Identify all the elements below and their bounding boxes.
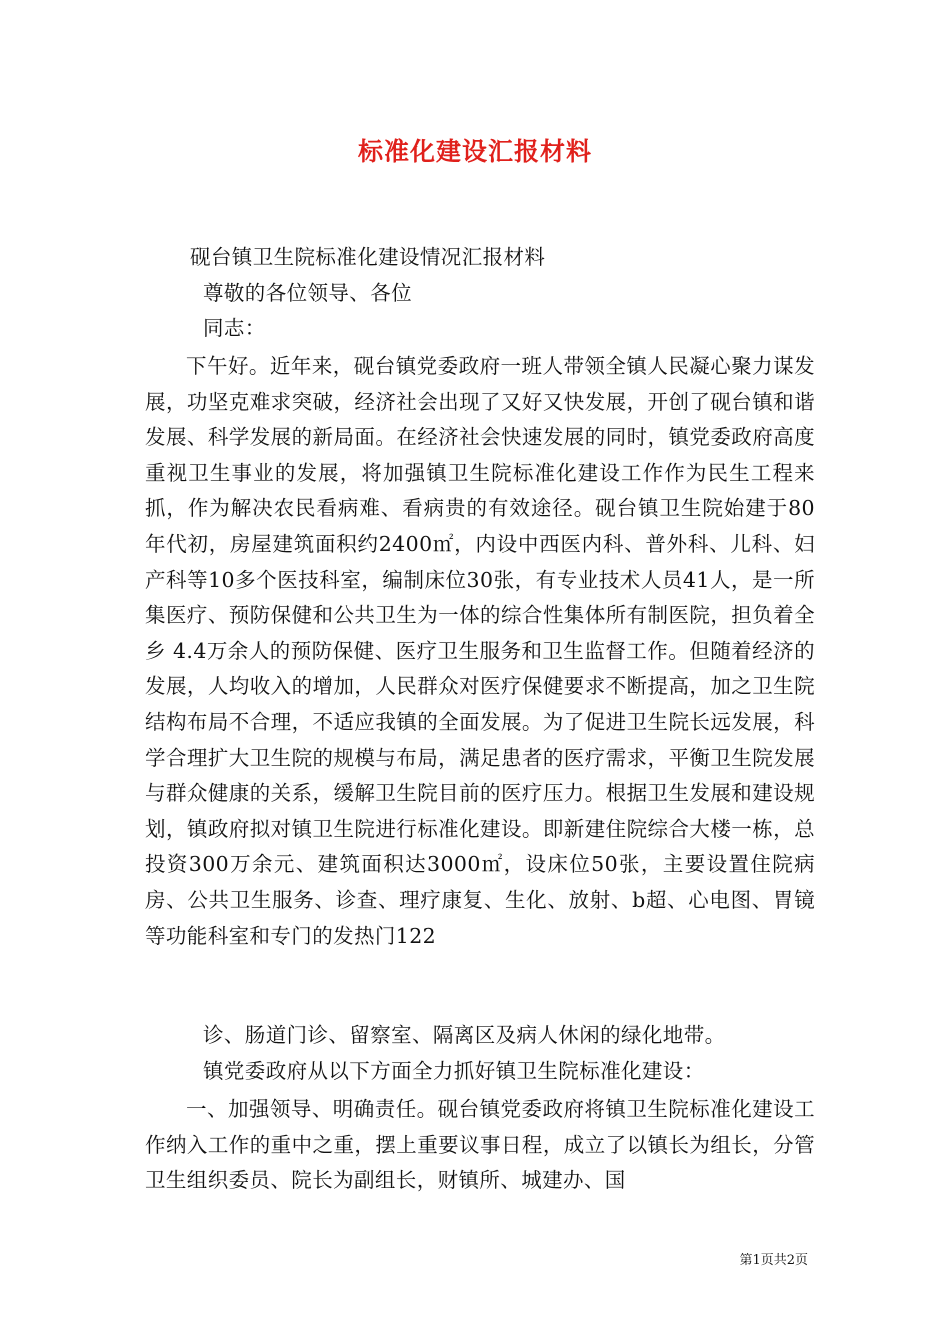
page-number: 第1页共2页 xyxy=(739,1253,808,1268)
greeting-line-1: 尊敬的各位领导、各位 xyxy=(203,281,412,305)
document-subtitle: 砚台镇卫生院标准化建设情况汇报材料 xyxy=(190,245,546,269)
document-title: 标准化建设汇报材料 xyxy=(357,137,592,166)
greeting-line-2: 同志： xyxy=(203,316,266,340)
paragraph-1: 下午好。近年来，砚台镇党委政府一班人带领全镇人民凝心聚力谋发展，功坚克难求突破，经济社会出现了又好又快发展，开创了砚台镇和谐发展、科学发展的新局面。在经济社会快速发展的同时，镇党委政府高度重视卫生事业的发展，将加强镇卫生院标准化建设工作作为民生工程来抓，作为解决农民看病难、看病贵的有效途径。砚台镇卫生院始建于80年代初，房屋建筑面积约2400㎡，内设中西医内科、普外科、儿科、妇产科等10多个医技科室，编制床位30张，有专业技术人员41人，是一所集医疗、预防保健和公共卫生为一体的综合性集体所有制医院，担负着全乡 4.4万余人的预防保健、医疗卫生服务和卫生监督工作。但随着经济的发展，人均收入的增加，人民群众对医疗保健要求不断提高，加之卫生院结构布局不合理，不适应我镇的全面发展。为了促进卫生院长远发展，科学合理扩大卫生院的规模与布局，满足患者的医疗需求，平衡卫生院发展与群众健康的关系，缓解卫生院目前的医疗压力。根据卫生发展和建设规划，镇政府拟对镇卫生院进行标准化建设。即新建住院综合大楼一栋，总投资300万余元、建筑面积达3000㎡，设床位50张，主要设置住院病房、公共卫生服务、诊查、理疗康复、生化、放射、b超、心电图、胃镜等功能科室和专门的发热门122 xyxy=(145,354,815,948)
paragraph-2: 一、加强领导、明确责任。砚台镇党委政府将镇卫生院标准化建设工作纳入工作的重中之重，摆上重要议事日程，成立了以镇长为组长，分管卫生组织委员、院长为副组长，财镇所、城建办、国 xyxy=(145,1097,815,1193)
paragraph-intro: 镇党委政府从以下方面全力抓好镇卫生院标准化建设： xyxy=(203,1059,705,1083)
paragraph-continuation: 诊、肠道门诊、留察室、隔离区及病人休闲的绿化地带。 xyxy=(203,1023,726,1047)
